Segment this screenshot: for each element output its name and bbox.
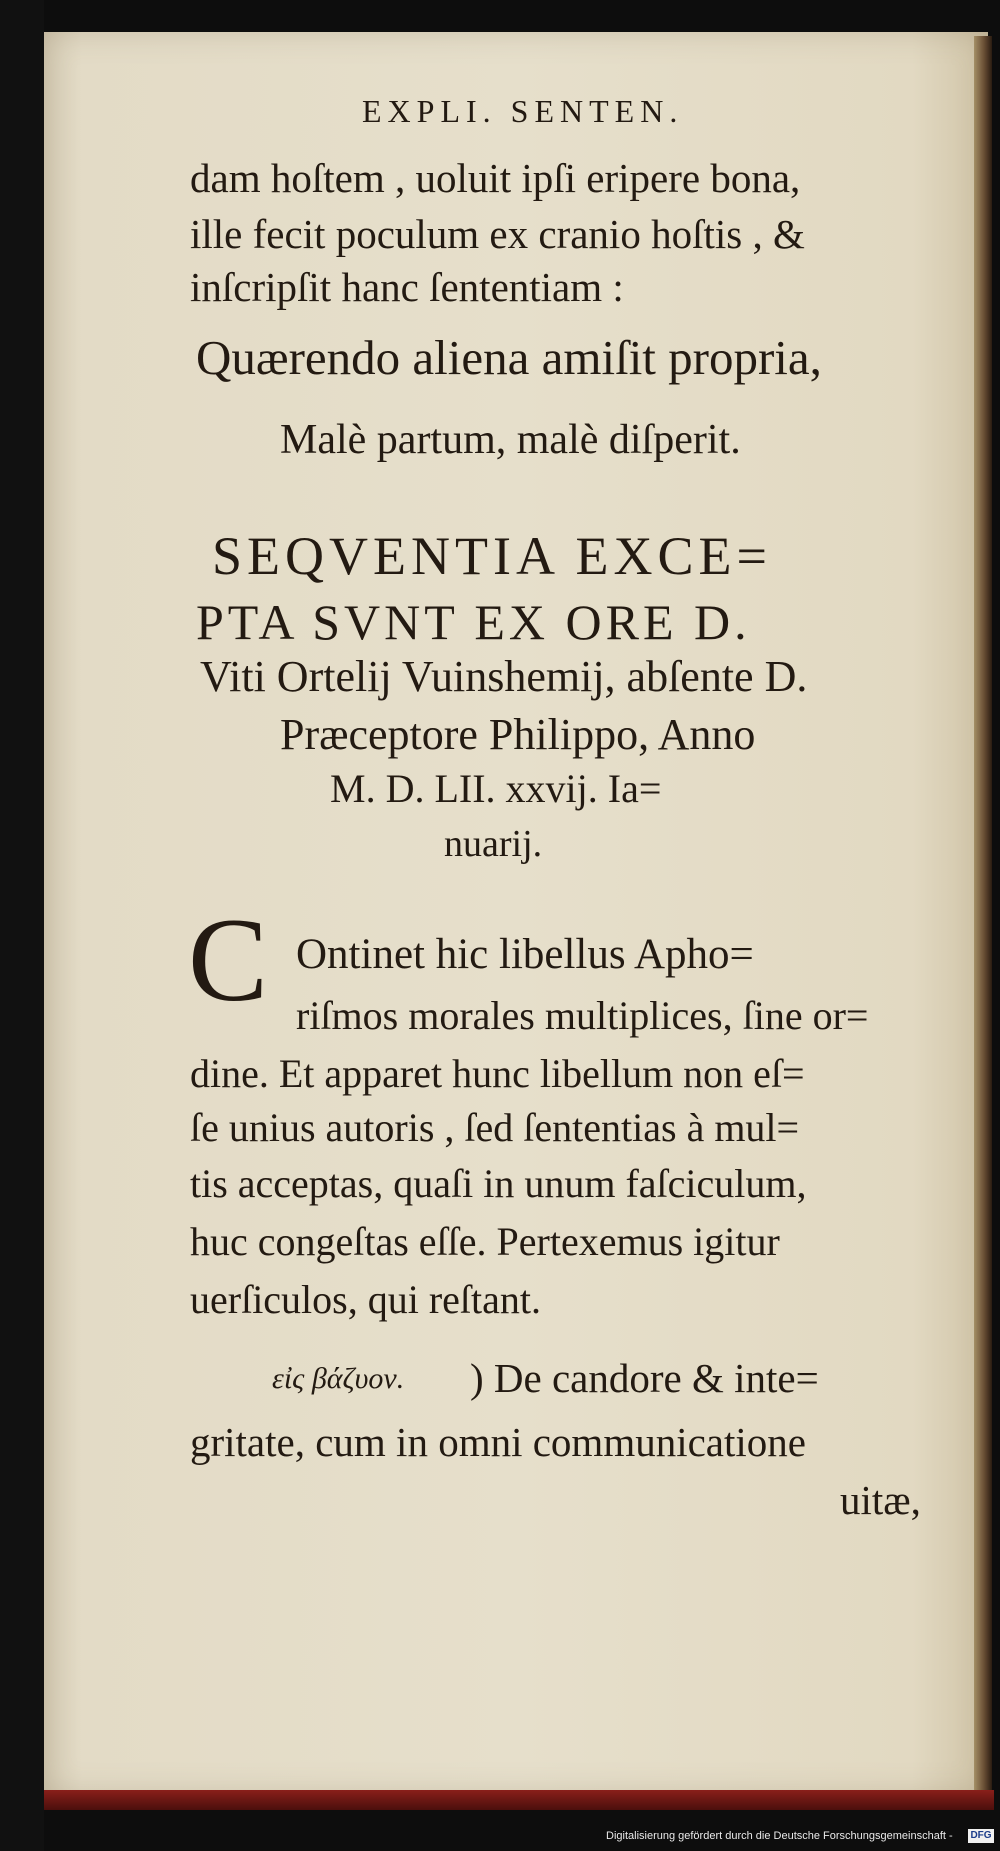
paragraph-line: huc congeſtas eſſe. Pertexemus igitur: [190, 1219, 780, 1264]
heading-subline: Viti Ortelij Vuinshemij, abſente D.: [200, 652, 808, 701]
paragraph-line: Ontinet hic libellus Apho=: [296, 931, 754, 978]
drop-capital: C: [188, 893, 269, 1026]
scan-background-left: [0, 0, 44, 1851]
paragraph-line: ſe unius autoris , ſed ſententias à mul=: [190, 1105, 800, 1150]
paragraph-line: tis acceptas, quaſi in unum faſciculum,: [190, 1161, 807, 1206]
book-bottom-edge: [44, 1790, 994, 1810]
paragraph-line: riſmos morales multiplices, ſine or=: [296, 993, 869, 1038]
heading-subline: Præceptore Philippo, Anno: [280, 710, 756, 759]
text-line: inſcripſit hanc ſententiam :: [190, 264, 624, 310]
quote-line: Malè partum, malè diſperit.: [280, 417, 741, 463]
paragraph-line: uerſiculos, qui reſtant.: [190, 1277, 542, 1322]
greek-lemma: εἰς βάζυον.: [272, 1362, 405, 1395]
running-head: EXPLI. SENTEN.: [362, 93, 684, 129]
text-line: ille fecit poculum ex cranio hoſtis , &: [190, 211, 805, 257]
commentary-line: gritate, cum in omni communicatione: [190, 1419, 806, 1465]
paragraph-line: dine. Et apparet hunc libellum non eſ=: [190, 1051, 805, 1096]
section-heading: SEQVENTIA EXCE=: [212, 526, 772, 586]
text-line: dam hoſtem , uoluit ipſi eripere bona,: [190, 155, 801, 201]
heading-subline: nuarij.: [444, 823, 543, 865]
catchword: uitæ,: [840, 1477, 921, 1523]
commentary-line: ) De candore & inte=: [470, 1355, 819, 1401]
section-heading: PTA SVNT EX ORE D.: [196, 594, 751, 650]
heading-subline: M. D. LII. xxvij. Ia=: [330, 766, 662, 811]
quote-line: Quærendo aliena amiſit propria,: [196, 330, 822, 385]
page-fore-edge: [974, 36, 992, 1796]
digitization-credit: Digitalisierung gefördert durch die Deutsche Forschungsgemeinschaft -: [606, 1830, 953, 1842]
dfg-logo: DFG: [968, 1829, 994, 1843]
